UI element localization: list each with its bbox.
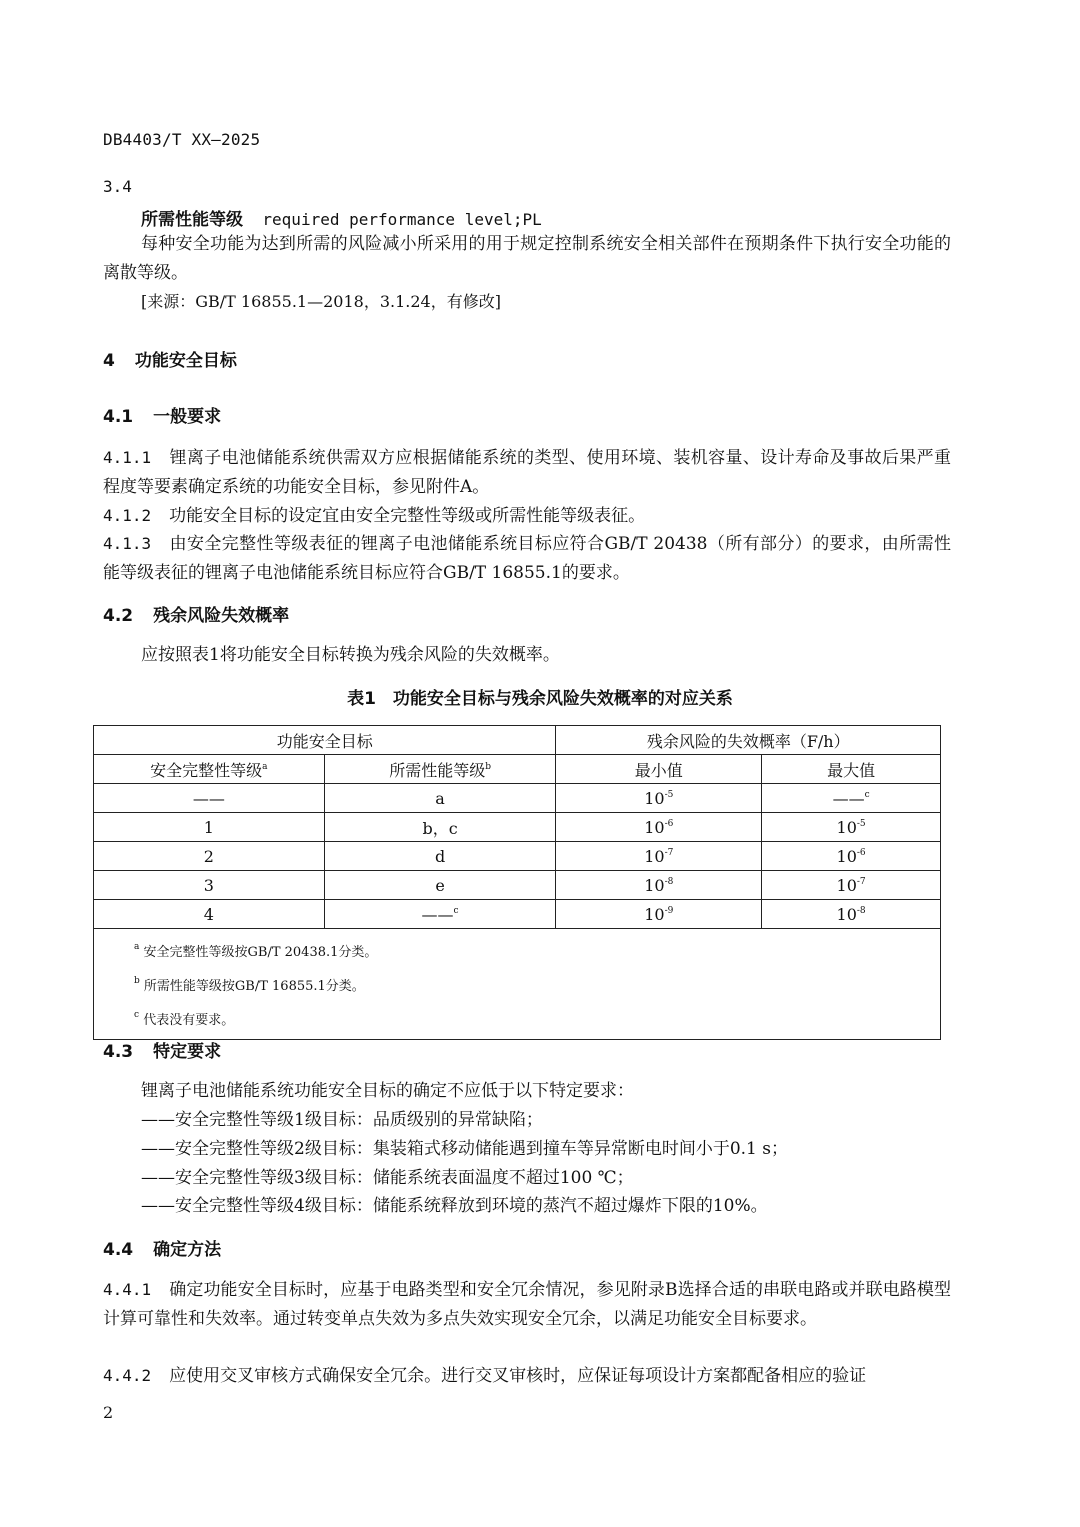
clause-number: 4.1.1 <box>103 448 152 467</box>
column-header-pl: 所需性能等级$^b$ <box>324 755 556 784</box>
cell-pl: b，c <box>324 813 556 842</box>
clause-text: 应使用交叉审核方式确保安全冗余。进行交叉审核时，应保证每项设计方案都配备相应的验证 <box>169 1366 867 1386</box>
cell-min: $10^{-8}$ <box>556 871 762 900</box>
table-row <box>94 900 941 929</box>
clause-number: 4.1.2 <box>103 506 152 525</box>
cell-sil: —— <box>94 784 325 813</box>
table-row <box>94 813 941 842</box>
table-row <box>94 784 941 813</box>
table-row <box>94 842 941 871</box>
table-notes-row <box>94 929 941 1040</box>
section-4-1-heading <box>103 402 221 427</box>
paragraph-4-1-1 <box>103 443 951 502</box>
cell-max: $10^{-8}$ <box>762 900 941 929</box>
term-title <box>141 205 542 230</box>
section-title: 确定方法 <box>153 1240 222 1260</box>
paragraph-4-4-1 <box>103 1275 951 1334</box>
table-group-header-row <box>94 726 941 755</box>
cell-min: $10^{-7}$ <box>556 842 762 871</box>
cell-pl: d <box>324 842 556 871</box>
cell-max: $10^{-6}$ <box>762 842 941 871</box>
paragraph-4-1-3 <box>103 529 951 588</box>
clause-number: 4.4.1 <box>103 1280 152 1299</box>
column-header-max: 最大值 <box>762 755 941 784</box>
clause-text: 由安全完整性等级表征的锂离子电池储能系统目标应符合GB/T 20438（所有部分）的要求，由所需性能等级表征的锂离子电池储能系统目标应符合GB/T 16855.1的要求。 <box>103 534 951 583</box>
section-title: 残余风险失效概率 <box>153 606 290 626</box>
term-title-cn: 所需性能等级 <box>141 210 243 230</box>
table-note: $^b$ 所需性能等级按GB/T 16855.1分类。 <box>134 976 365 994</box>
section-number: 4 <box>103 351 115 371</box>
cell-min: $10^{-5}$ <box>556 784 762 813</box>
section-title: 特定要求 <box>153 1042 222 1062</box>
term-number: 3.4 <box>103 177 132 196</box>
clause-text: 功能安全目标的设定宜由安全完整性等级或所需性能等级表征。 <box>169 506 646 526</box>
clause-text: 确定功能安全目标时，应基于电路类型和安全冗余情况，参见附录B选择合适的串联电路或并联电路模型计算可靠性和失效率。通过转变单点失效为多点失效实现安全冗余，以满足功能安全目标要求。 <box>103 1280 951 1329</box>
cell-sil: 3 <box>94 871 325 900</box>
cell-sil: 2 <box>94 842 325 871</box>
term-definition: 每种安全功能为达到所需的风险减小所采用的用于规定控制系统安全相关部件在预期条件下执行安全功能的离散等级。 <box>103 234 951 283</box>
section-number: 4.3 <box>103 1042 134 1062</box>
table-column-header-row <box>94 755 941 784</box>
table-caption: 表1 功能安全目标与残余风险失效概率的对应关系 <box>347 689 733 709</box>
probability-table <box>93 725 941 1040</box>
clause-number: 4.1.3 <box>103 534 152 553</box>
document-code-header: DB4403/T XX—2025 <box>103 130 261 149</box>
cell-max: $10^{-7}$ <box>762 871 941 900</box>
cell-sil: 4 <box>94 900 325 929</box>
cell-pl: a <box>324 784 556 813</box>
section-title: 功能安全目标 <box>134 351 237 371</box>
section-number: 4.2 <box>103 606 134 626</box>
term-title-en: required performance level;PL <box>262 210 542 229</box>
table-notes <box>94 929 941 1040</box>
requirement-item: ——安全完整性等级2级目标：集装箱式移动储能遇到撞车等异常断电时间小于0.1 s； <box>141 1139 788 1159</box>
table-note: $^a$ 安全完整性等级按GB/T 20438.1分类。 <box>134 942 378 960</box>
cell-pl: e <box>324 871 556 900</box>
requirement-item: ——安全完整性等级4级目标：储能系统释放到环境的蒸汽不超过爆炸下限的10%。 <box>141 1196 768 1216</box>
cell-max: ——$^c$ <box>762 784 941 813</box>
cell-max: $10^{-5}$ <box>762 813 941 842</box>
cell-pl: ——$^c$ <box>324 900 556 929</box>
section-4-3-heading <box>103 1037 221 1062</box>
clause-number: 4.4.2 <box>103 1366 152 1385</box>
section-title: 一般要求 <box>153 407 222 427</box>
section-4-4-heading <box>103 1235 221 1260</box>
paragraph-4-4-2 <box>103 1361 951 1391</box>
section-4-heading <box>103 346 237 371</box>
section-number: 4.1 <box>103 407 134 427</box>
paragraph-4-2: 应按照表1将功能安全目标转换为残余风险的失效概率。 <box>141 645 560 665</box>
cell-min: $10^{-6}$ <box>556 813 762 842</box>
cell-sil: 1 <box>94 813 325 842</box>
table-row <box>94 871 941 900</box>
section-number: 4.4 <box>103 1240 134 1260</box>
clause-text: 锂离子电池储能系统供需双方应根据储能系统的类型、使用环境、装机容量、设计寿命及事故后果严重程度等要素确定系统的功能安全目标，参见附件A。 <box>103 448 951 497</box>
group-header-functional-safety: 功能安全目标 <box>94 726 556 755</box>
paragraph-4-3-intro: 锂离子电池储能系统功能安全目标的确定不应低于以下特定要求： <box>141 1081 634 1101</box>
column-header-sil: 安全完整性等级$^a$ <box>94 755 325 784</box>
cell-min: $10^{-9}$ <box>556 900 762 929</box>
page-number: 2 <box>103 1403 114 1422</box>
table-note: $^c$ 代表没有要求。 <box>134 1010 235 1028</box>
group-header-failure-probability: 残余风险的失效概率（F/h） <box>556 726 941 755</box>
column-header-min: 最小值 <box>556 755 762 784</box>
paragraph-4-1-2 <box>103 501 951 531</box>
term-source: [来源：GB/T 16855.1—2018，3.1.24，有修改] <box>141 292 501 311</box>
section-4-2-heading <box>103 601 289 626</box>
requirement-item: ——安全完整性等级3级目标：储能系统表面温度不超过100 ℃； <box>141 1168 634 1188</box>
requirement-item: ——安全完整性等级1级目标：品质级别的异常缺陷； <box>141 1110 543 1130</box>
